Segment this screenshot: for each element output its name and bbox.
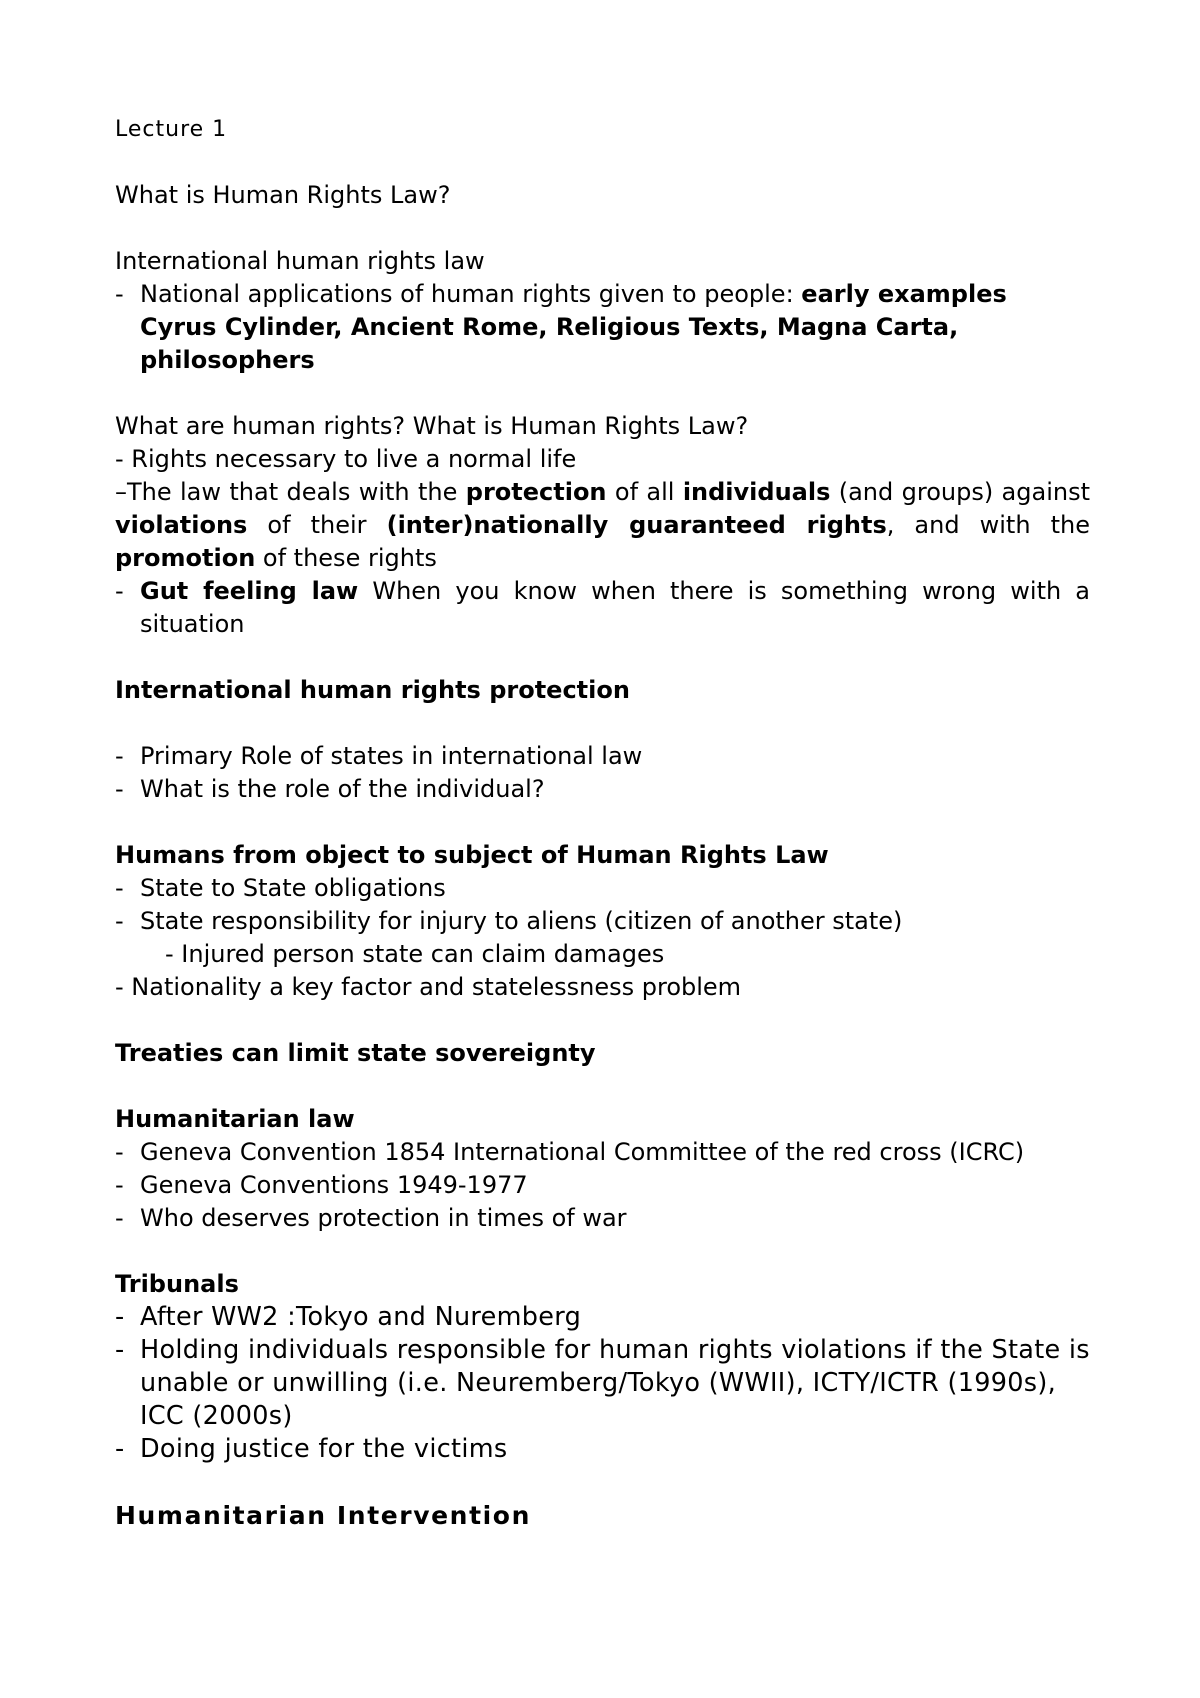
list-item xyxy=(115,1301,1090,1334)
list-item-emphasis: Gut feeling law xyxy=(140,577,359,605)
bullet-dash: - xyxy=(115,907,124,935)
list-item-text: Doing justice for the victims xyxy=(140,1434,508,1464)
list-item xyxy=(115,905,1090,938)
list-item-text: Primary Role of states in international law xyxy=(140,742,643,770)
definition-paragraph: –The law that deals with the protection of all individuals (and groups) against violations of their (inter)nationally guaranteed rights, and with the promotion of these rights xyxy=(115,478,1091,572)
bullet-dash: - xyxy=(115,1204,124,1232)
document-body xyxy=(115,113,1090,1532)
bullet-dash: - xyxy=(115,1335,125,1365)
list-item-text: State responsibility for injury to aliens (citizen of another state) xyxy=(140,907,903,935)
section-heading-object-subject: Humans from object to subject of Human Rights Law xyxy=(115,841,829,869)
section-heading-humanitarian-law: Humanitarian law xyxy=(115,1105,355,1133)
list-item-text: What is the role of the individual? xyxy=(140,775,545,803)
section-heading-treaties: Treaties can limit state sovereignty xyxy=(115,1039,596,1067)
bullet-dash: - xyxy=(115,742,124,770)
section-heading-intervention: Humanitarian Intervention xyxy=(115,1501,531,1530)
list-item xyxy=(115,1334,1090,1433)
list-item xyxy=(115,1202,1090,1235)
section-heading-what-are-rights: What are human rights? What is Human Rights Law? xyxy=(115,412,749,440)
list-item: - Rights necessary to live a normal life xyxy=(115,445,577,473)
bullet-dash: - xyxy=(115,1138,124,1166)
list-item-text: Who deserves protection in times of war xyxy=(140,1204,627,1232)
list-item-text: When you know when there is something wrong with a situation xyxy=(140,577,1090,638)
sub-list-item: - Injured person state can claim damages xyxy=(165,940,665,968)
bullet-dash: - xyxy=(115,874,124,902)
bullet-dash: - xyxy=(115,775,124,803)
list-item xyxy=(115,1169,1090,1202)
bullet-dash: - xyxy=(115,1434,125,1464)
lecture-label: Lecture 1 xyxy=(115,117,228,142)
list-item-text: Geneva Conventions 1949-1977 xyxy=(140,1171,528,1199)
bullet-dash: - xyxy=(115,1302,125,1332)
list-item xyxy=(115,773,1090,806)
list-item xyxy=(115,740,1090,773)
list-item xyxy=(115,278,1090,377)
list-item-emphasis: early examples Cyrus Cylinder, Ancient Rome, Religious Texts, Magna Carta, philosophers xyxy=(140,280,1007,374)
section-heading-protection: International human rights protection xyxy=(115,676,630,704)
section-heading-tribunals: Tribunals xyxy=(115,1270,239,1298)
list-item xyxy=(115,872,1090,905)
list-item-text: State to State obligations xyxy=(140,874,446,902)
section-heading-intl-law: International human rights law xyxy=(115,247,485,275)
bullet-dash: - xyxy=(115,577,124,605)
list-item-text: Holding individuals responsible for human rights violations if the State is unable or unwilling (i.e. Neuremberg/Tokyo (WWII), ICTY/ICTR (1990s), ICC (2000s) xyxy=(140,1335,1090,1431)
list-item-text: National applications of human rights given to people: xyxy=(140,280,802,308)
list-item xyxy=(115,1433,1090,1466)
bullet-dash: - xyxy=(115,280,124,308)
list-item-text: After WW2 :Tokyo and Nuremberg xyxy=(140,1302,582,1332)
list-item xyxy=(115,1136,1090,1169)
bullet-dash: - xyxy=(115,1171,124,1199)
list-item: - Nationality a key factor and statelessness problem xyxy=(115,973,742,1001)
list-item-text: Geneva Convention 1854 International Committee of the red cross (ICRC) xyxy=(140,1138,1025,1166)
list-item xyxy=(115,575,1090,641)
page-title: What is Human Rights Law? xyxy=(115,181,451,209)
